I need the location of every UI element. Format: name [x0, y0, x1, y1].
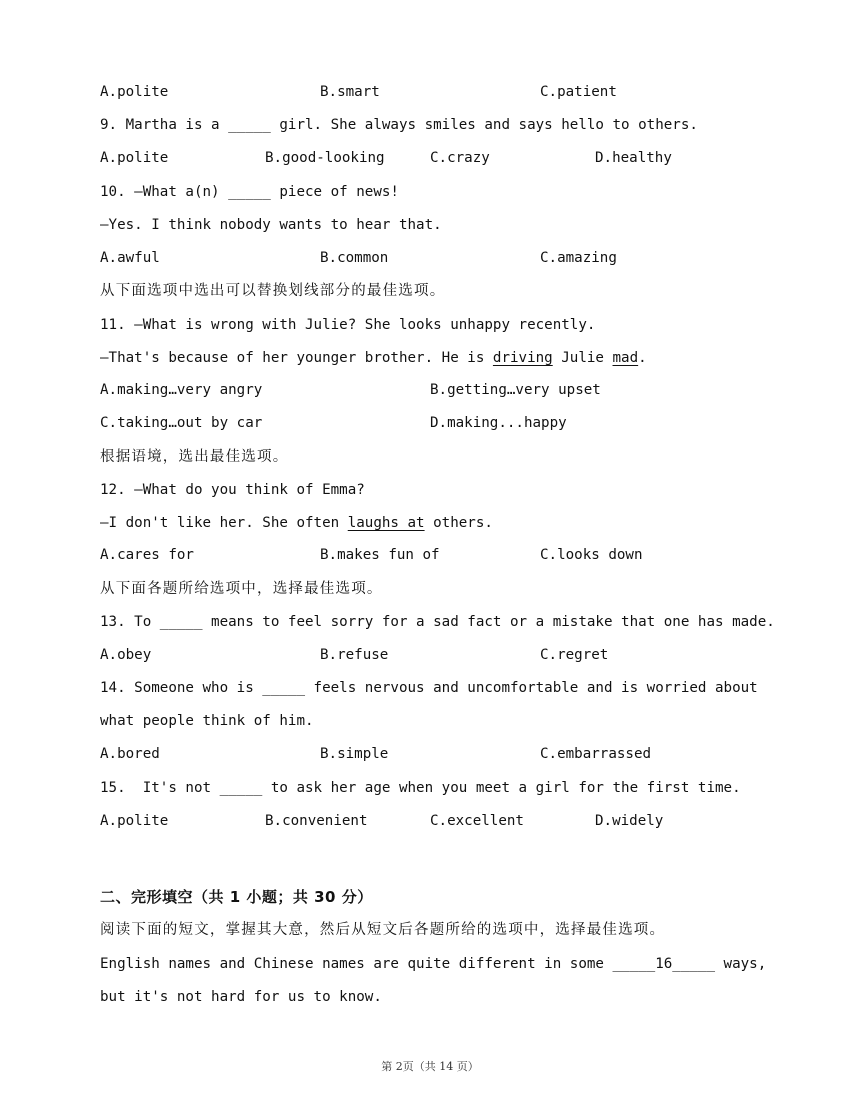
- q8-option-a: A.polite: [100, 84, 169, 100]
- q12-option-b: B.makes fun of: [320, 547, 440, 563]
- q13-option-c: C.regret: [540, 647, 609, 663]
- q11-underlined-mad: mad: [612, 350, 639, 366]
- q13-option-a: A.obey: [100, 647, 152, 663]
- q9-option-d: D.healthy: [595, 150, 672, 166]
- q14-option-c: C.embarrassed: [540, 746, 652, 762]
- q14-line1: 14. Someone who is _____ feels nervous and uncomfortable and is worried about: [100, 680, 758, 696]
- q14-line2: what people think of him.: [100, 713, 314, 729]
- q15-option-a: A.polite: [100, 813, 169, 829]
- q14-option-b: B.simple: [320, 746, 389, 762]
- q13-option-b: B.refuse: [320, 647, 389, 663]
- q14-option-a: A.bored: [100, 746, 160, 762]
- instruction-context: 根据语境，选出最佳选项。: [100, 449, 289, 465]
- q12-line2-pre: —I don't like her. She often: [100, 515, 348, 531]
- q11-line1: 11. —What is wrong with Julie? She looks unhappy recently.: [100, 317, 596, 333]
- q15-stem: 15. It's not _____ to ask her age when you meet a girl for the first time.: [100, 780, 741, 796]
- q15-option-b: B.convenient: [265, 813, 368, 829]
- q12-line2-post: others.: [424, 515, 493, 531]
- instruction-replace: 从下面选项中选出可以替换划线部分的最佳选项。: [100, 283, 446, 299]
- q12-option-a: A.cares for: [100, 547, 194, 563]
- q11-line2-pre: —That's because of her younger brother. He is: [100, 350, 493, 366]
- q11-option-b: B.getting…very upset: [430, 382, 601, 398]
- q10-option-c: C.amazing: [540, 250, 617, 266]
- q8-option-c: C.patient: [540, 84, 617, 100]
- q11-line2-post: .: [638, 350, 647, 366]
- q12-underlined-laughs-at: laughs at: [347, 515, 425, 531]
- q15-option-d: D.widely: [595, 813, 664, 829]
- section-title: 二、完形填空（共 1 小题；共 30 分）: [100, 888, 373, 906]
- passage-line2: but it's not hard for us to know.: [100, 989, 382, 1005]
- q12-option-c: C.looks down: [540, 547, 643, 563]
- q10-option-a: A.awful: [100, 250, 160, 266]
- q12-line1: 12. —What do you think of Emma?: [100, 482, 365, 498]
- instruction-choose: 从下面各题所给选项中，选择最佳选项。: [100, 581, 383, 597]
- q13-stem: 13. To _____ means to feel sorry for a sad fact or a mistake that one has made.: [100, 614, 775, 630]
- q8-option-b: B.smart: [320, 84, 380, 100]
- q11-option-d: D.making...happy: [430, 415, 567, 431]
- page-number-footer: 第 2页（共 14 页）: [381, 1060, 479, 1073]
- q12-line2: [100, 513, 493, 533]
- passage-line1: English names and Chinese names are quite different in some _____16_____ ways,: [100, 956, 767, 972]
- q9-option-a: A.polite: [100, 150, 169, 166]
- q10-line1: 10. —What a(n) _____ piece of news!: [100, 184, 399, 200]
- q15-option-c: C.excellent: [430, 813, 524, 829]
- q11-underlined-driving: driving: [492, 350, 553, 366]
- q11-line2-mid: Julie: [552, 350, 613, 366]
- q10-option-b: B.common: [320, 250, 389, 266]
- q9-option-c: C.crazy: [430, 150, 490, 166]
- q11-option-c: C.taking…out by car: [100, 415, 263, 431]
- q9-stem: 9. Martha is a _____ girl. She always smiles and says hello to others.: [100, 117, 698, 133]
- q11-option-a: A.making…very angry: [100, 382, 263, 398]
- q10-line2: —Yes. I think nobody wants to hear that.: [100, 217, 442, 233]
- q11-line2: [100, 348, 647, 368]
- q9-option-b: B.good-looking: [265, 150, 385, 166]
- section-instruction: 阅读下面的短文，掌握其大意，然后从短文后各题所给的选项中，选择最佳选项。: [100, 922, 666, 938]
